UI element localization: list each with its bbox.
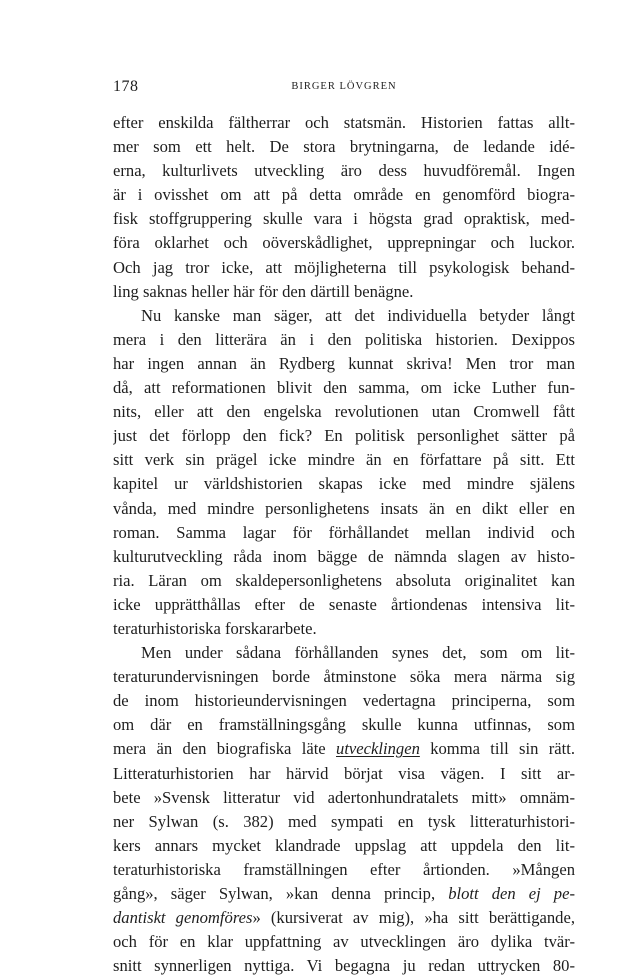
text-line: är i ovisshet om att på detta område en genomförd biogra- xyxy=(113,185,575,205)
text-line: fisk stoffgruppering skulle vara i högsta grad opraktisk, med- xyxy=(113,209,575,229)
text-run: gång», säger Sylwan, »kan denna princip, xyxy=(113,884,449,903)
text-line: roman. Samma lagar för förhållandet mellan individ och xyxy=(113,522,575,542)
text-line: teraturhistoriska framställningen efter årtionden. »Mången xyxy=(113,859,575,879)
text-line: mera i den litterära än i den politiska historien. Dexippos xyxy=(113,329,575,349)
text-line: teraturhistoriska forskararbete. xyxy=(113,618,317,638)
text-line: föra oklarhet och oöverskådlighet, upprepningar och luckor. xyxy=(113,233,575,253)
text-line xyxy=(113,737,575,761)
text-line xyxy=(113,906,575,930)
text-line: ner Sylwan (s. 382) med sympati en tysk litteraturhistori- xyxy=(113,811,575,831)
emphasized-text: blott den ej pe- xyxy=(448,884,575,903)
text-line: just det förlopp den fick? En politisk personlighet sätter på xyxy=(113,426,575,446)
text-line: kapitel ur världshistorien skapas icke med mindre själens xyxy=(113,474,575,494)
text-run: mera än den biografiska läte xyxy=(113,739,337,759)
text-line xyxy=(113,882,575,906)
text-line: och för en klar uppfattning av utvecklingen äro dylika tvär- xyxy=(113,932,575,952)
running-head xyxy=(113,78,575,98)
text-line: ria. Läran om skaldepersonlighetens absoluta originalitet kan xyxy=(113,570,575,590)
text-line: kulturutveckling råda inom bägge de nämnda slagen av histo- xyxy=(113,546,575,566)
text-run: komma till sin rätt. xyxy=(419,739,575,759)
text-line: Litteraturhistorien har härvid börjat visa vägen. I sitt ar- xyxy=(113,763,575,783)
text-line: kers annars mycket klandrade uppslag att uppdela den lit- xyxy=(113,835,575,855)
text-line: vånda, med mindre personlighetens insats än en dikt eller en xyxy=(113,498,575,518)
text-run: » (kursiverat av mig), »ha sitt berättigande, xyxy=(252,908,575,928)
text-line: erna, kulturlivets utveckling äro dess huvudföremål. Ingen xyxy=(113,161,575,181)
text-line: Och jag tror icke, att möjligheterna till psykologisk behand- xyxy=(113,257,575,277)
text-line: teraturundervisningen borde åtminstone söka mera närma sig xyxy=(113,667,575,687)
text-line: bete »Svensk litteratur vid adertonhundratalets mitt» omnäm- xyxy=(113,787,575,807)
text-line: om där en framställningsgång skulle kunna utfinnas, som xyxy=(113,715,575,735)
paragraph-first-line: Nu kanske man säger, att det individuella betyder långt xyxy=(141,305,575,325)
text-line: de inom historieundervisningen vedertagna principerna, som xyxy=(113,691,575,711)
emphasized-text: dantiskt genomföres xyxy=(113,908,253,928)
page-number: 178 xyxy=(113,78,139,95)
text-line: nits, eller att den engelska revolutionen utan Cromwell fått xyxy=(113,402,575,422)
text-line: har ingen annan än Rydberg kunnat skriva! Men tror man xyxy=(113,353,575,373)
text-line: mer som ett helt. De stora brytningarna, de ledande idé- xyxy=(113,137,575,157)
paragraph-first-line: Men under sådana förhållanden synes det, som om lit- xyxy=(141,643,575,663)
running-title: BIRGER LÖVGREN xyxy=(291,81,397,92)
text-line: icke upprätthållas efter de senaste årtiondenas intensiva lit- xyxy=(113,594,575,614)
text-line: ling saknas heller här för den därtill benägne. xyxy=(113,281,414,301)
text-line: då, att reformationen blivit den samma, om icke Luther fun- xyxy=(113,378,575,398)
emphasized-text: utvecklingen xyxy=(336,739,420,759)
text-line: efter enskilda fältherrar och statsmän. Historien fattas allt- xyxy=(113,113,575,132)
text-line: snitt synnerligen nyttiga. Vi begagna ju redan uttrycken 80- xyxy=(113,956,575,976)
body-text xyxy=(113,111,575,978)
text-line: sitt verk sin prägel icke mindre än en författare på sitt. Ett xyxy=(113,450,575,470)
